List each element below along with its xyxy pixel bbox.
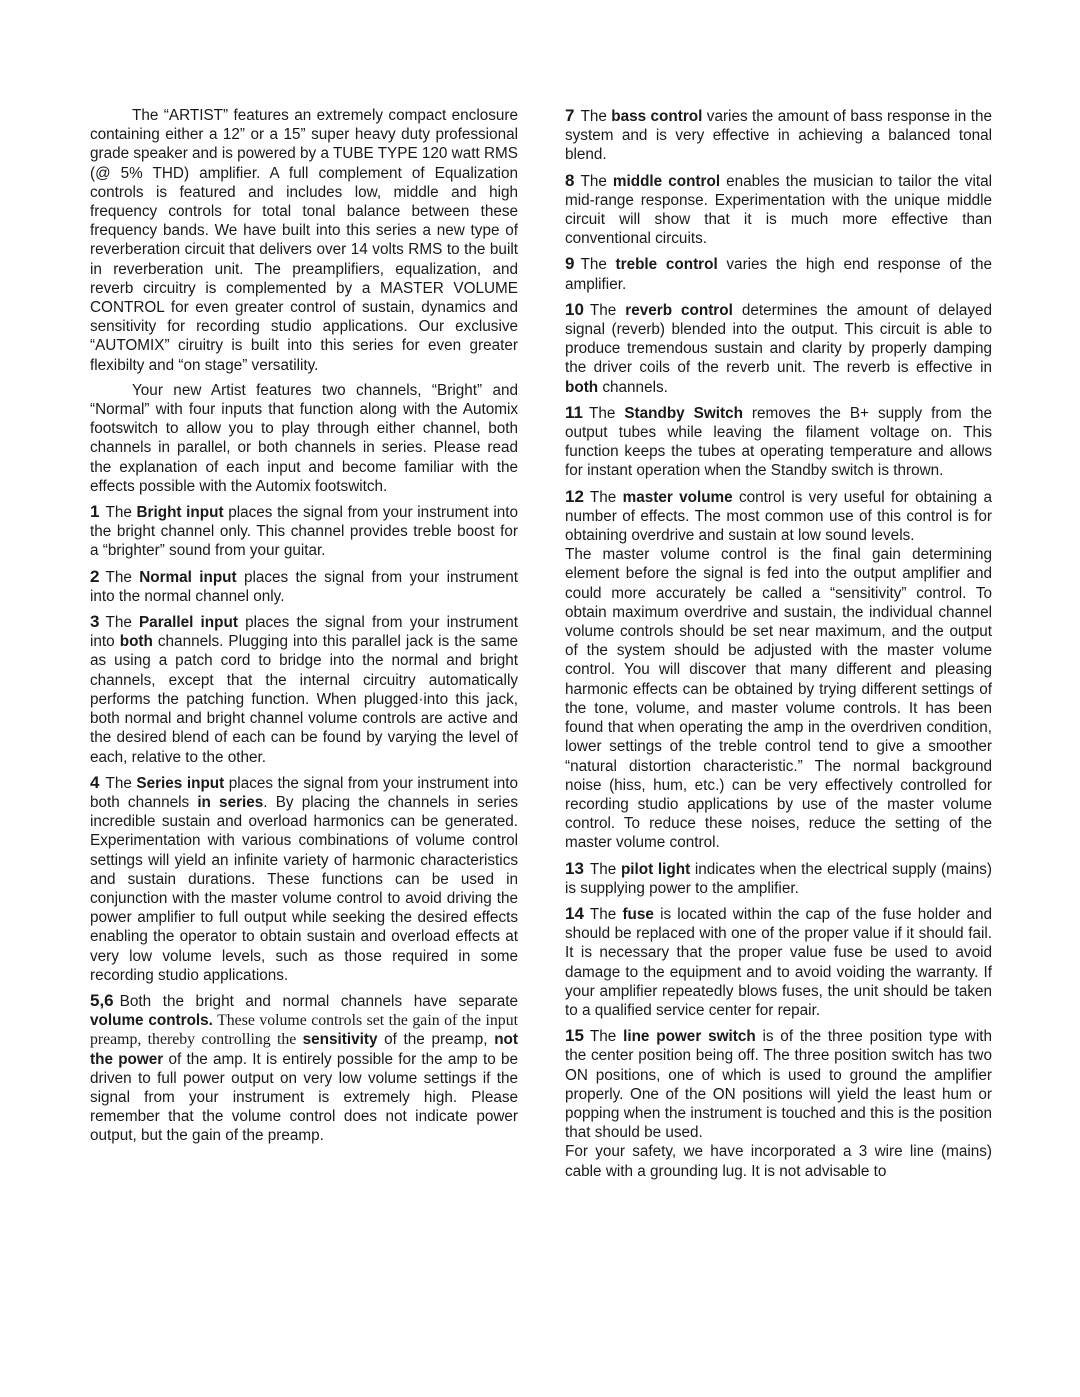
item-text-mid: places the signal from your instrument into [90,614,519,651]
item-text-pre: Both the bright and normal channels have separate [119,992,518,1010]
item-keyword-2: both [119,633,153,651]
item-keyword: treble control [615,256,718,274]
item-number: 14 [565,903,584,923]
item-keyword: fuse [622,905,654,923]
item-8-middle-control [565,171,992,249]
item-text-post: control is very useful for obtaining a number of effects. The most common use of this control is for obtaining overdrive and sustain at low sound levels. [565,488,992,545]
item-number: 7 [565,106,575,125]
item-number: 11 [565,402,583,422]
item-text-pre: The [589,860,621,878]
item-text-pre: The [589,905,623,923]
item-keyword: middle control [612,172,721,190]
item-text-pre: The [105,774,137,792]
item-1-bright-input [90,502,518,561]
right-column [565,106,992,1181]
item-7-bass-control [565,106,992,165]
item-text-pre: The [589,488,623,506]
item-10-reverb-control [565,300,992,397]
item-text-post: channels. Plugging into this parallel jack is the same as using a patch cord to bridge into the normal and bright channels, except that the internal circuitry automatically performs the patching function. When plugged·into this jack, both normal and bright channel volume controls are active and the desired blend of each can be found by varying the level of each, relative to the other. [90,633,518,766]
item-keyword-2: sensitivity [302,1031,378,1049]
item-text-serif: These volume controls set the gain of the input preamp, thereby controlling the [90,1012,518,1049]
item-15-line-power-switch [565,1026,992,1142]
item-text-post: places the signal from your instrument into the normal channel only. [90,568,518,605]
item-keyword: volume controls. [90,1012,213,1030]
item-keyword: line power switch [623,1028,756,1046]
item-12-continuation: The master volume control is the final gain determining element before the signal is fed into the output amplifier and could more accurately be called a “sensitivity” control. To obtain maximum overdrive and sustain, the individual channel volume controls should be set near maximum, and the output of the system should be adjusted with the master volume control. You will discover that many different and pleasing harmonic effects can be obtained by trying different settings of the tone, volume, and master volume controls. It has been found that when operating the amp in the overdriven condition, lower settings of the treble control tend to give a smoother “natural distortion characteristic.” The normal background noise (hiss, hum, etc.) can be very effectively controlled for recording studio applications by use of the master volume control. To reduce these noises, reduce the setting of the master volume control. [565,546,992,852]
item-text-pre: The [580,108,612,125]
intro-paragraph-2: Your new Artist features two channels, “Bright” and “Normal” with four inputs that function along with the Automix footswitch to allow you to play through either channel, both channels in parallel, or both channels in series. Please read the explanation of each input and become familiar with the effects possible with the Automix footswitch. [90,381,518,495]
item-keyword: pilot light [620,860,691,878]
item-text-post: removes the B+ supply from the output tubes while leaving the filament voltage on. This function keeps the tubes at operating temperature and allows for instant operation when the Standby switch is thrown. [565,404,992,480]
item-keyword-3: not the power [90,1031,518,1068]
item-keyword-2: in series [197,793,264,811]
item-number: 3 [90,612,100,632]
item-14-fuse [565,904,992,1020]
item-number: 1 [90,502,100,522]
item-text-post: varies the high end response of the amplifier. [565,256,993,293]
item-number: 10 [565,299,584,319]
item-15-continuation: For your safety, we have incorporated a 3 wire line (mains) cable with a grounding lug. It is not advisable to [565,1143,992,1180]
item-13-pilot-light [565,859,992,898]
item-text-mid: places the signal from your instrument into both channels [90,774,518,811]
item-text-post: enables the musician to tailor the vital mid-range response. Experimentation with the unique middle circuit will show that it is much more effective than conventional circuits. [565,172,993,248]
item-text-pre: The [588,404,625,422]
item-text-post: indicates when the electrical supply (mains) is supplying power to the amplifier. [565,860,992,897]
item-text-post: of the amp. It is entirely possible for the amp to be driven to full power output on very low volume settings if the signal from your instrument is extremely high. Please remember that the volume control does not indicate power output, but the gain of the preamp. [90,1050,518,1145]
intro-paragraph-1: The “ARTIST” features an extremely compact enclosure containing either a 12” or a 15” super heavy duty professional grade speaker and is powered by a TUBE TYPE 120 watt RMS (@ 5% THD) amplifier. A full complement of Equalization controls is featured and includes low, middle and high frequency controls for total tonal balance between these frequency bands. We have built into this series a new type of reverberation circuit that delivers over 14 volts RMS to the built in reverberation unit. The preamplifiers, equalization, and reverb circuitry is complemented by a MASTER VOLUME CONTROL for even greater control of sustain, dynamics and sensitivity for recording studio applications. Our exclusive “AUTOMIX” ciruitry is built into this series for even greater flexibilty and “on stage” versatility. [90,107,518,374]
item-keyword: master volume [622,488,733,506]
item-keyword-2: both [565,378,599,396]
item-text-post: channels. [598,378,668,396]
item-keyword: Bright input [136,504,224,522]
item-text-post: . By placing the channels in series incredible sustain and overload harmonics can be generated. Experimentation with various combinations of volume control settings will yield an infinite variety of harmonic characteristics and sustain durations. These functions can be used in conjunction with the master volume control to avoid driving the power amplifier to full output while seeking the desired effects enabling the operator to obtain sustain and overload effects at very low volume levels, such as those required in some recording studio applications. [90,793,518,984]
item-text-mid: determines the amount of delayed signal (reverb) blended into the output. This circuit is able to produce tremendous sustain and clarity by properly damping the driver coils of the reverb unit. The reverb is effective in [565,301,993,377]
item-text-pre: The [105,504,137,522]
item-number: 4 [90,772,100,792]
item-text-pre: The [105,568,140,586]
item-text-pre: The [589,301,626,319]
item-keyword: Normal input [139,568,237,586]
item-text-post: is of the three position type with the center position being off. The three position switch has two ON positions, one of which is used to ground the amplifier properly. One of the ON positions will yield the least hum or popping when the instrument is touched and this is the position that should be used. [565,1028,993,1142]
item-text-pre: The [580,256,616,274]
item-number: 8 [565,170,575,190]
item-2-normal-input [90,567,518,606]
item-text-pre: The [589,1028,624,1046]
item-12-master-volume [565,487,992,546]
item-text-mid: of the preamp, [377,1031,495,1049]
item-text-pre: The [105,614,139,632]
item-text-post: places the signal from your instrument into the bright channel only. This channel provides treble boost for a “brighter” sound from your guitar. [90,504,518,560]
item-number: 5,6 [90,990,114,1010]
item-text-post: varies the amount of bass response in the system and is very effective in achieving a balanced tonal blend. [565,108,992,164]
item-keyword: bass control [611,108,703,125]
item-3-parallel-input [90,612,518,767]
item-text-pre: The [580,172,613,190]
item-keyword: Series input [136,774,225,792]
item-9-treble-control [565,254,992,293]
left-column [90,106,518,1146]
item-number: 13 [565,858,584,878]
item-11-standby-switch [565,403,992,481]
item-text-post: is located within the cap of the fuse holder and should be replaced with one of the proper value if it should fail. It is necessary that the proper value fuse be used to avoid damage to the equipment and to avoid voiding the warranty. If your amplifier repeatedly blows fuses, the unit should be taken to a qualified service center for repair. [565,905,993,1019]
item-5-6-volume-controls [90,991,518,1146]
item-number: 2 [90,566,100,586]
item-number: 9 [565,254,575,274]
item-keyword: Parallel input [138,614,238,632]
item-4-series-input [90,773,518,985]
item-keyword: reverb control [625,301,733,319]
item-number: 12 [565,486,584,506]
item-keyword: Standby Switch [624,404,743,422]
item-number: 15 [565,1026,584,1046]
